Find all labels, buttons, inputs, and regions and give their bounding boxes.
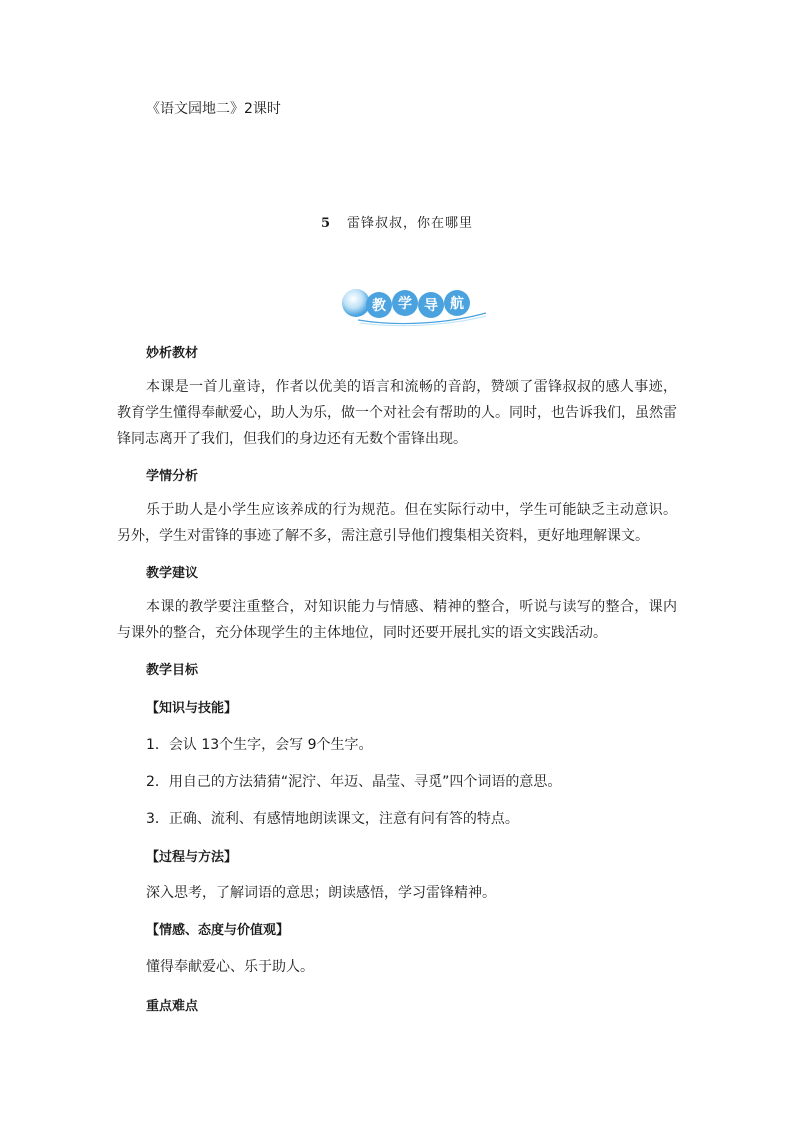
banner-char-3: 导 bbox=[424, 298, 438, 314]
lesson-title-text: 雷锋叔叔，你在哪里 bbox=[347, 216, 474, 231]
lesson-title bbox=[0, 212, 794, 231]
label-knowledge: 【知识与技能】 bbox=[146, 701, 238, 716]
goal-item-3: 3．正确、流利、有感情地朗读课文，注意有问有答的特点。 bbox=[146, 811, 519, 827]
banner-bubble-icon bbox=[342, 289, 370, 317]
paragraph-suggestion: 本课的教学要注重整合，对知识能力与情感、精神的整合，听说与读写的整合，课内与课外的整合，充分体现学生的主体地位，同时还要开展扎实的语文实践活动。 bbox=[117, 599, 677, 641]
banner-char-4: 航 bbox=[450, 296, 464, 312]
heading-key-points: 重点难点 bbox=[146, 999, 199, 1014]
goal-item-2: 2．用自己的方法猜猜“泥泞、年迈、晶莹、寻觅”四个词语的意思。 bbox=[146, 774, 562, 790]
goal-item-1: 1．会认 13个生字，会写 9个生字。 bbox=[146, 737, 373, 753]
paragraph-material: 本课是一首儿童诗，作者以优美的语言和流畅的音韵，赞颂了雷锋叔叔的感人事迹，教育学生懂得奉献爱心，助人为乐，做一个对社会有帮助的人。同时，也告诉我们，虽然雷锋同志离开了我们，但我们的身边还有无数个雷锋出现。 bbox=[117, 379, 677, 447]
teaching-guide-banner bbox=[340, 287, 490, 327]
heading-material: 妙析教材 bbox=[146, 346, 199, 361]
lesson-number: 5 bbox=[320, 216, 332, 231]
emotion-text: 懂得奉献爱心、乐于助人。 bbox=[146, 959, 314, 975]
process-text: 深入思考，了解词语的意思；朗读感悟，学习雷锋精神。 bbox=[146, 885, 496, 901]
heading-students: 学情分析 bbox=[146, 469, 199, 484]
heading-suggestion: 教学建议 bbox=[146, 566, 199, 581]
banner-char-1: 教 bbox=[372, 298, 386, 314]
paragraph-students: 乐于助人是小学生应该养成的行为规范。但在实际行动中，学生可能缺乏主动意识。另外，学生对雷锋的事迹了解不多，需注意引导他们搜集相关资料，更好地理解课文。 bbox=[117, 502, 677, 544]
banner-char-2: 学 bbox=[398, 296, 412, 312]
label-process: 【过程与方法】 bbox=[146, 850, 238, 865]
course-line: 《语文园地二》2课时 bbox=[146, 101, 281, 117]
label-emotion: 【情感、态度与价值观】 bbox=[146, 923, 290, 938]
heading-goals: 教学目标 bbox=[146, 663, 199, 678]
